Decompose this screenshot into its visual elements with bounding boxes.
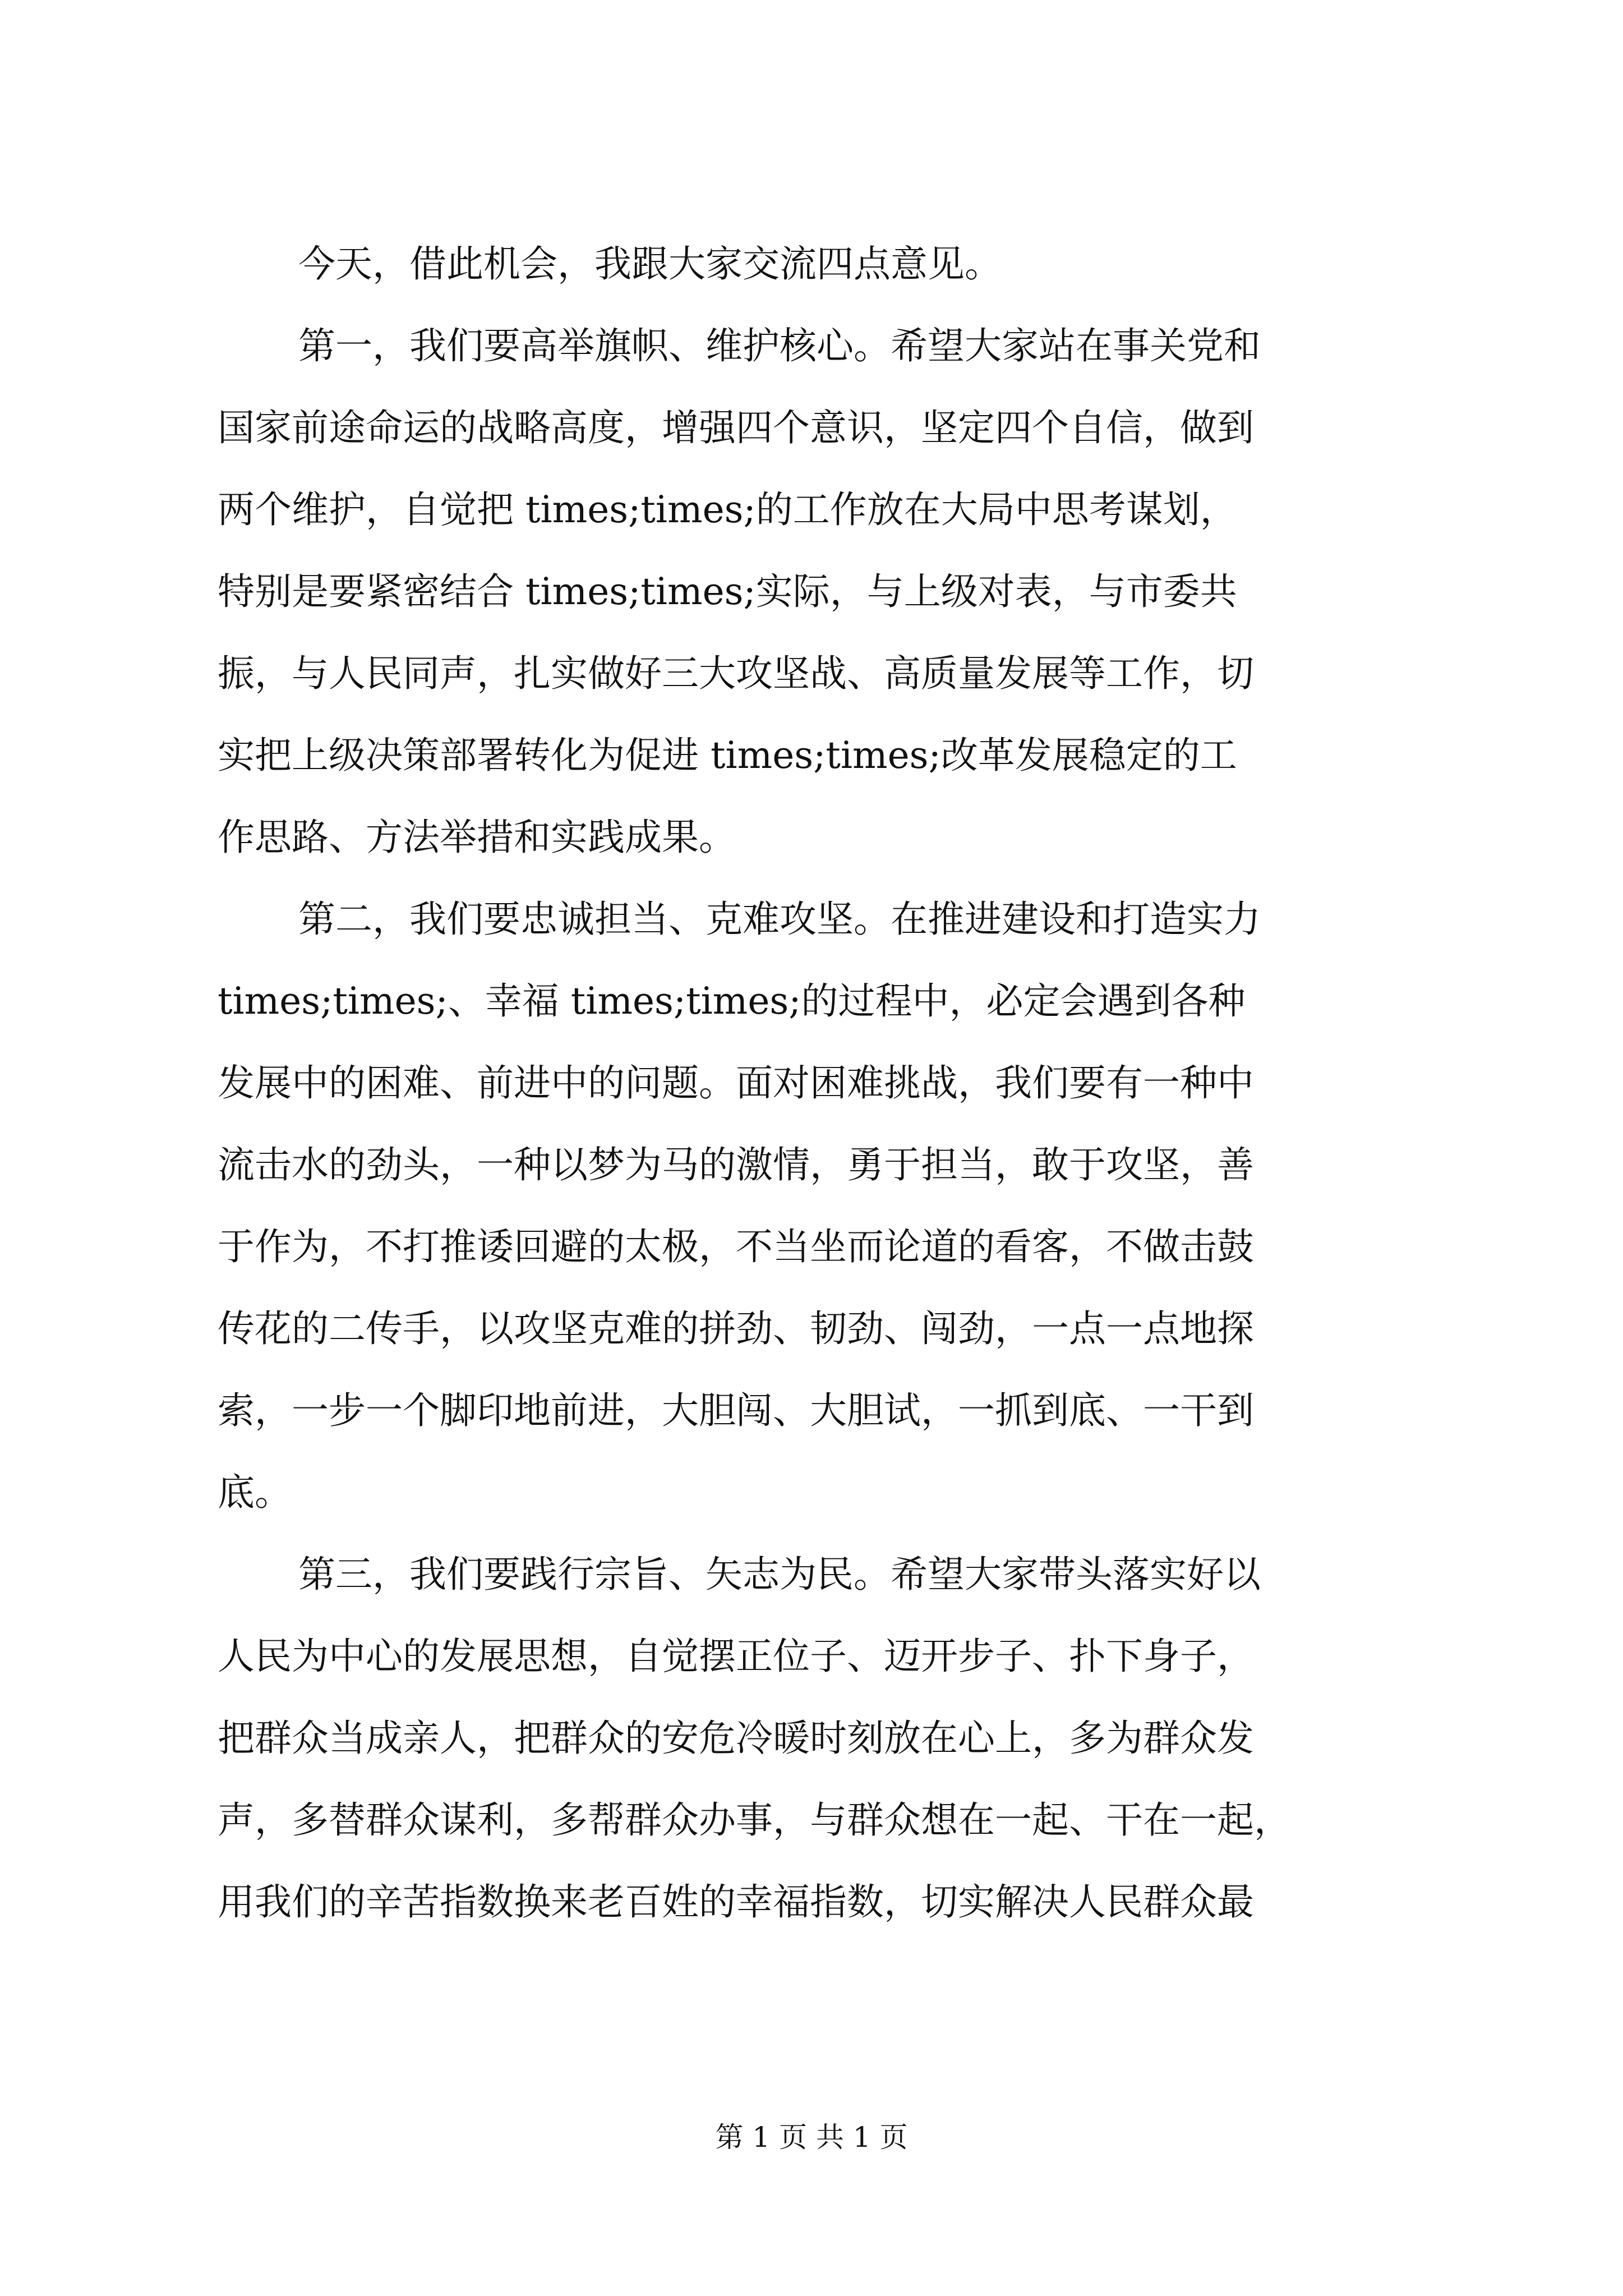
paragraph-line: 流击水的劲头，一种以梦为马的激情，勇于担当，敢于攻坚，善 — [218, 1143, 1254, 1186]
paragraph-line: 声，多替群众谋利，多帮群众办事，与群众想在一起、干在一起， — [218, 1798, 1291, 1842]
paragraph-line: 振，与人民同声，扎实做好三大攻坚战、高质量发展等工作，切 — [218, 652, 1254, 695]
paragraph-line: 用我们的辛苦指数换来老百姓的幸福指数，切实解决人民群众最 — [218, 1880, 1254, 1924]
paragraph-line: 于作为，不打推诿回避的太极，不当坐而论道的看客，不做击鼓 — [218, 1225, 1254, 1268]
paragraph-line: 作思路、方法举措和实践成果。 — [218, 816, 736, 859]
paragraph-line: 实把上级决策部署转化为促进 times;times;改革发展稳定的工 — [218, 734, 1237, 777]
paragraph-line: 把群众当成亲人，把群众的安危冷暖时刻放在心上，多为群众发 — [218, 1717, 1254, 1760]
paragraph-line: 底。 — [218, 1471, 292, 1514]
paragraph-line: 索，一步一个脚印地前进，大胆闯、大胆试，一抓到底、一干到 — [218, 1389, 1254, 1432]
paragraph-line: 今天，借此机会，我跟大家交流四点意见。 — [298, 242, 1002, 286]
paragraph-line: 第三，我们要践行宗旨、矢志为民。希望大家带头落实好以 — [298, 1553, 1261, 1596]
document-body — [218, 223, 1446, 1943]
paragraph-line: 第二，我们要忠诚担当、克难攻坚。在推进建设和打造实力 — [298, 898, 1261, 941]
paragraph-line: 特别是要紧密结合 times;times;实际，与上级对表，与市委共 — [218, 570, 1237, 613]
paragraph-line: 传花的二传手，以攻坚克难的拼劲、韧劲、闯劲，一点一点地探 — [218, 1307, 1254, 1350]
paragraph-line: times;times;、幸福 times;times;的过程中，必定会遇到各种 — [218, 979, 1246, 1023]
page-number-footer: 第 1 页 共 1 页 — [715, 2121, 908, 2154]
paragraph-line: 发展中的困难、前进中的问题。面对困难挑战，我们要有一种中 — [218, 1061, 1254, 1105]
paragraph-line: 两个维护，自觉把 times;times;的工作放在大局中思考谋划， — [218, 488, 1237, 531]
paragraph-line: 国家前途命运的战略高度，增强四个意识，坚定四个自信，做到 — [218, 406, 1254, 449]
paragraph-line: 第一，我们要高举旗帜、维护核心。希望大家站在事关党和 — [298, 324, 1261, 367]
paragraph-line: 人民为中心的发展思想，自觉摆正位子、迈开步子、扑下身子， — [218, 1635, 1254, 1678]
